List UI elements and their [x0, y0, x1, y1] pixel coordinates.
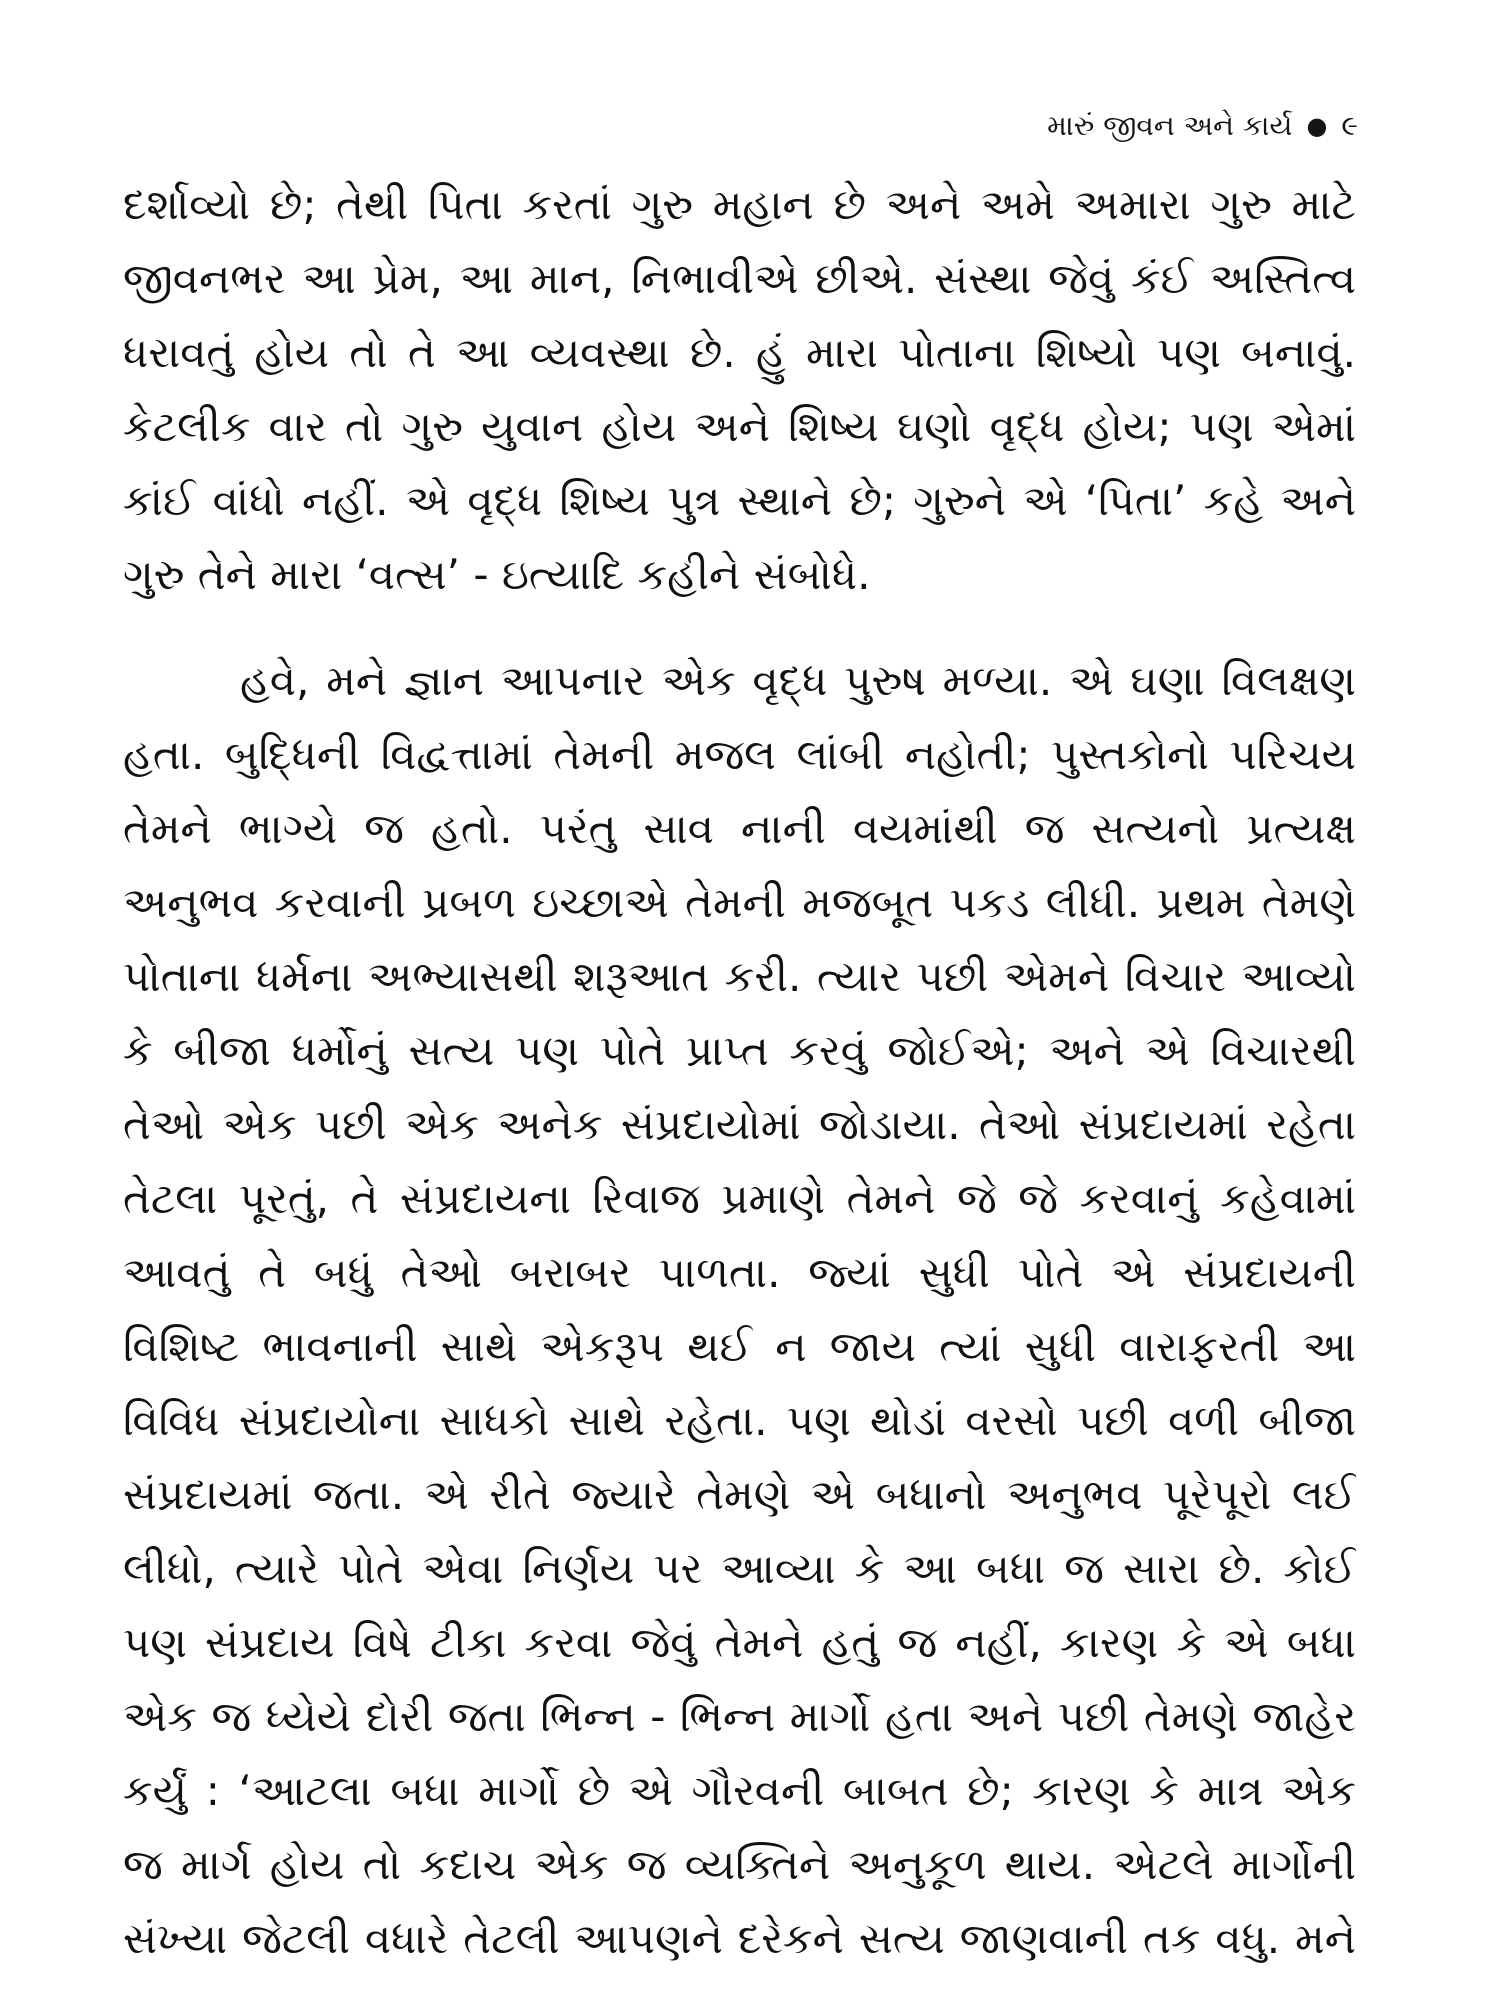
text-line: તેઓ એક પછી એક અનેક સંપ્રદાયોમાં જોડાયા. તેઓ સંપ્રદાયમાં રહેતા — [123, 1100, 1356, 1149]
running-title: મારું જીવન અને કાર્ય — [1047, 109, 1293, 142]
text-line: તેમને ભાગ્યે જ હતો. પરંતુ સાવ નાની વયમાંથી જ સત્યનો પ્રત્યક્ષ — [123, 804, 1356, 853]
text-line: સંપ્રદાયમાં જતા. એ રીતે જ્યારે તેમણે એ બધાનો અનુભવ પૂરેપૂરો લઈ — [123, 1470, 1356, 1519]
text-line: ગુરુ તેને મારા ‘વત્સ’ - ઇત્યાદિ કહીને સંબોધે. — [123, 550, 871, 599]
text-line: કેટલીક વાર તો ગુરુ યુવાન હોય અને શિષ્ય ઘણો વૃદ્ધ હોય; પણ એમાં — [123, 402, 1356, 451]
body-text — [123, 168, 1356, 1976]
text-line: કાંઈ વાંધો નહીં. એ વૃદ્ધ શિષ્ય પુત્ર સ્થાને છે; ગુરુને એ ‘પિતા’ કહે અને — [123, 476, 1356, 525]
text-line: ધરાવતું હોય તો તે આ વ્યવસ્થા છે. હું મારા પોતાના શિષ્યો પણ બનાવું. — [123, 328, 1356, 377]
text-line: કર્યું : ‘આટલા બધા માર્ગો છે એ ગૌરવની બાબત છે; કારણ કે માત્ર એક — [123, 1766, 1356, 1815]
text-line: અનુભવ કરવાની પ્રબળ ઇચ્છાએ તેમની મજબૂત પકડ લીધી. પ્રથમ તેમણે — [123, 878, 1356, 927]
paragraph-2 — [123, 644, 1356, 1976]
text-line: વિશિષ્ટ ભાવનાની સાથે એકરૂપ થઈ ન જાય ત્યાં સુધી વારાફરતી આ — [123, 1322, 1356, 1371]
paragraph-1 — [123, 168, 1356, 612]
text-line: હતા. બુદ્ધિની વિદ્વત્તામાં તેમની મજલ લાંબી નહોતી; પુસ્તકોનો પરિચય — [123, 730, 1356, 779]
page-number: ૯ — [1341, 109, 1358, 142]
text-line: દર્શાવ્યો છે; તેથી પિતા કરતાં ગુરુ મહાન છે અને અમે અમારા ગુરુ માટે — [123, 180, 1356, 229]
text-line: હવે, મને જ્ઞાન આપનાર એક વૃદ્ધ પુરુષ મળ્યા. એ ઘણા વિલક્ષણ — [240, 656, 1356, 705]
text-line: સંખ્યા જેટલી વધારે તેટલી આપણને દરેકને સત્ય જાણવાની તક વધુ. મને — [123, 1914, 1356, 1963]
running-header — [1047, 104, 1358, 148]
text-line: જ માર્ગ હોય તો કદાચ એક જ વ્યક્તિને અનુકૂળ થાય. એટલે માર્ગોની — [123, 1840, 1356, 1889]
header-bullet: ● — [1306, 112, 1328, 140]
text-line: વિવિધ સંપ્રદાયોના સાધકો સાથે રહેતા. પણ થોડાં વરસો પછી વળી બીજા — [123, 1396, 1356, 1445]
text-line: જીવનભર આ પ્રેમ, આ માન, નિભાવીએ છીએ. સંસ્થા જેવું કંઈ અસ્તિત્વ — [123, 254, 1356, 303]
text-line: લીધો, ત્યારે પોતે એવા નિર્ણય પર આવ્યા કે આ બધા જ સારા છે. કોઈ — [123, 1544, 1356, 1593]
text-line: એક જ ધ્યેયે દોરી જતા ભિન્ન - ભિન્ન માર્ગો હતા અને પછી તેમણે જાહેર — [123, 1692, 1356, 1741]
text-line: આવતું તે બધું તેઓ બરાબર પાળતા. જ્યાં સુધી પોતે એ સંપ્રદાયની — [123, 1248, 1356, 1297]
text-line: પોતાના ધર્મના અભ્યાસથી શરૂઆત કરી. ત્યાર પછી એમને વિચાર આવ્યો — [123, 952, 1356, 1001]
text-line: કે બીજા ધર્મોનું સત્ય પણ પોતે પ્રાપ્ત કરવું જોઈએ; અને એ વિચારથી — [123, 1026, 1356, 1075]
text-line: તેટલા પૂરતું, તે સંપ્રદાયના રિવાજ પ્રમાણે તેમને જે જે કરવાનું કહેવામાં — [123, 1174, 1356, 1223]
text-line: પણ સંપ્રદાય વિષે ટીકા કરવા જેવું તેમને હતું જ નહીં, કારણ કે એ બધા — [123, 1618, 1356, 1667]
